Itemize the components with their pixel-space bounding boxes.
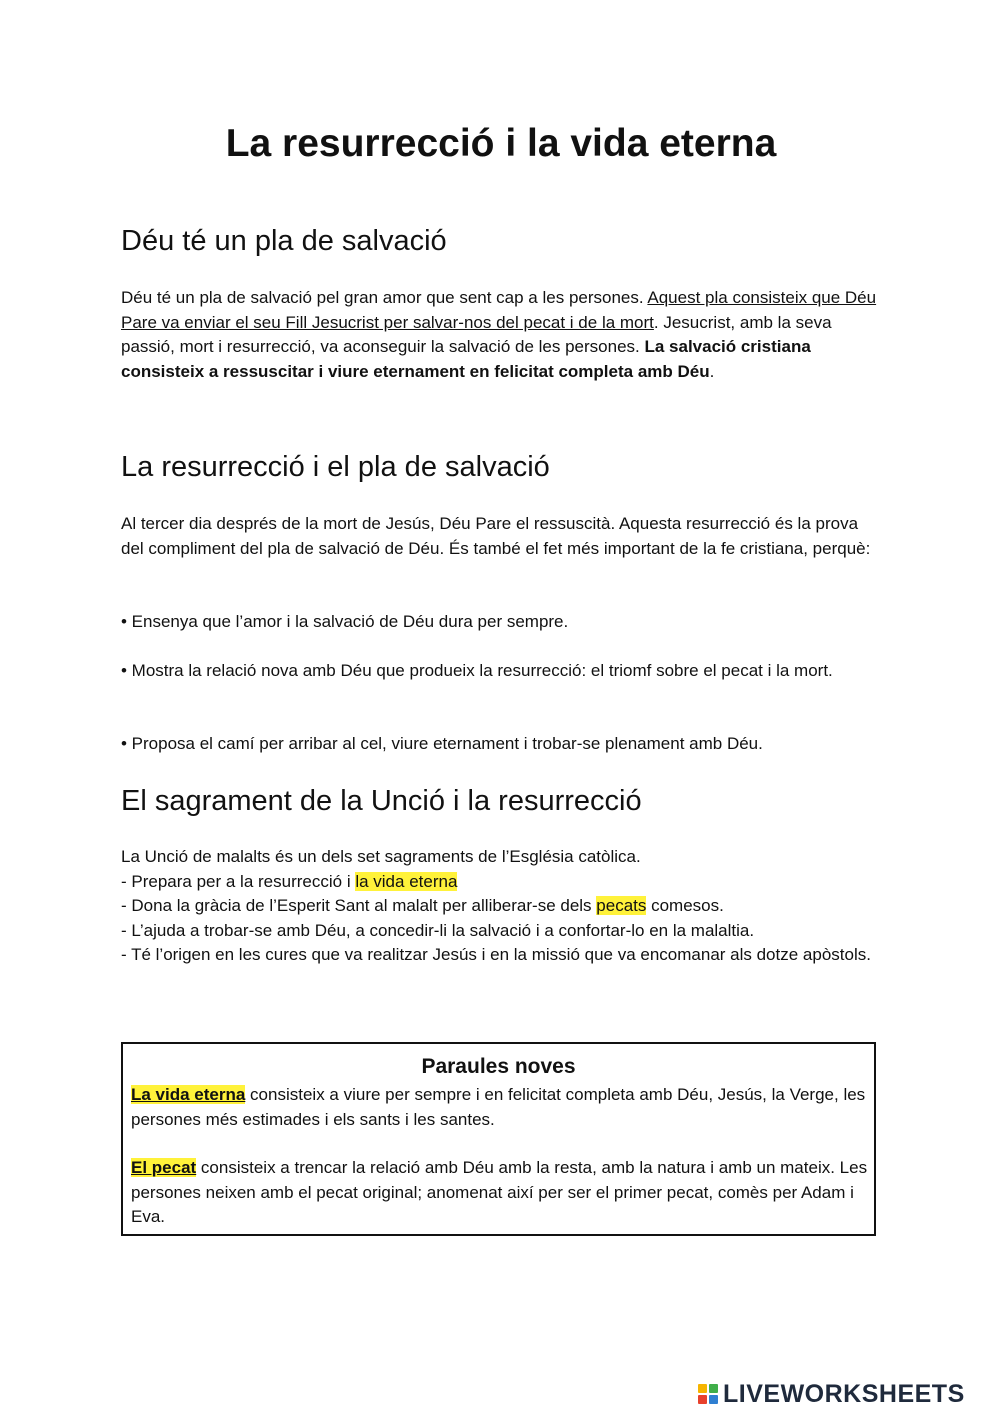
list-item: - Té l’origen en les cures que va realitzar Jesús i en la missió que va encomanar als dotze apòstols. — [121, 945, 871, 964]
bullet-item: • Proposa el camí per arribar al cel, viure eternament i trobar-se plenament amb Déu. — [121, 734, 763, 753]
list-item: - Prepara per a la resurrecció i la vida eterna — [121, 871, 458, 891]
section-heading-anointing: El sagrament de la Unció i la resurrecció — [121, 785, 642, 817]
logo-square — [709, 1384, 718, 1393]
salvation-plan-paragraph: Déu té un pla de salvació pel gran amor que sent cap a les persones. Aquest pla consisteix que Déu Pare va enviar el seu Fill Jesucrist per salvar-nos del pecat i de la mort. Jesucrist, amb la seva passió, mort i resurrecció, va aconseguir la salvació de les persones. La salvació cristiana consisteix a ressuscitar i viure eternament en felicitat completa amb Déu. — [121, 288, 877, 381]
bullet-item: • Ensenya que l’amor i la salvació de Déu dura per sempre. — [121, 612, 569, 631]
logo-square — [698, 1384, 707, 1393]
glossary-term: La vida eterna — [131, 1085, 246, 1104]
logo-text: LIVEWORKSHEETS — [723, 1379, 965, 1408]
liveworksheets-logo — [698, 1379, 965, 1409]
page-title: La resurrecció i la vida eterna — [225, 122, 777, 165]
bold-text: La salvació cristiana consisteix a ressuscitar i viure eternament en felicitat completa amb Déu — [121, 337, 811, 381]
glossary-entry-eternal-life: La vida eterna consisteix a viure per sempre i en felicitat completa amb Déu, Jesús, la Verge, les persones més estimades i els sants i les santes. — [131, 1085, 866, 1129]
logo-square — [698, 1395, 707, 1404]
bullet-item: • Mostra la relació nova amb Déu que produeix la resurrecció: el triomf sobre el pecat i la mort. — [121, 661, 833, 680]
section-heading-salvation-plan: Déu té un pla de salvació — [121, 225, 447, 257]
highlighted-term: la vida eterna — [355, 871, 458, 891]
resurrection-intro-paragraph: Al tercer dia després de la mort de Jesús, Déu Pare el ressuscità. Aquesta resurrecció és la prova del compliment del pla de salvació de Déu. És també el fet més important de la fe cristiana, perquè: — [121, 514, 871, 558]
section-heading-resurrection: La resurrecció i el pla de salvació — [121, 451, 550, 483]
list-item: - L’ajuda a trobar-se amb Déu, a concedir-li la salvació i a confortar-lo en la malaltia. — [121, 920, 755, 940]
glossary-box — [121, 1042, 876, 1236]
list-item: La Unció de malalts és un dels set sagraments de l’Església catòlica. — [121, 847, 641, 866]
glossary-title: Paraules noves — [421, 1055, 576, 1078]
glossary-entry-sin: El pecat consisteix a trencar la relació amb Déu amb la resta, amb la natura i amb un mateix. Les persones neixen amb el pecat original; anomenat així per ser el primer pecat, comès per Adam i Eva. — [131, 1158, 868, 1226]
logo-square — [709, 1395, 718, 1404]
highlighted-term: pecats — [596, 896, 647, 915]
list-item: - Dona la gràcia de l’Esperit Sant al malalt per alliberar-se dels pecats comesos. — [121, 896, 724, 915]
glossary-term: El pecat — [131, 1158, 197, 1177]
anointing-list — [121, 845, 881, 968]
logo-grid-icon — [698, 1384, 718, 1404]
underlined-text: Aquest pla consisteix que Déu Pare va enviar el seu Fill Jesucrist per salvar-nos del pecat i de la mort — [121, 288, 877, 332]
